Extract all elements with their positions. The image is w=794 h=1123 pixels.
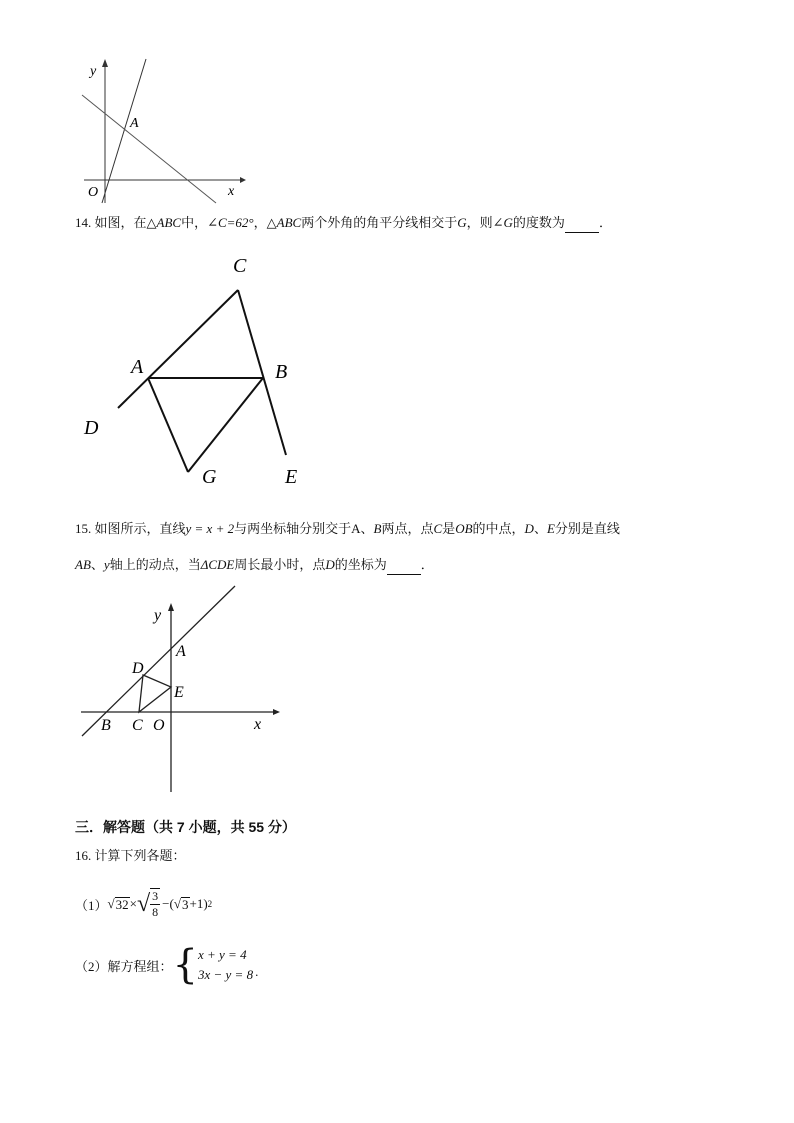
question-15-line-1 [75, 519, 620, 539]
q14-text-c: ， [253, 215, 267, 230]
q15-segment-ab: AB [75, 557, 91, 572]
line-decreasing [82, 95, 216, 203]
q16-p1-plus: +1) [189, 896, 208, 911]
label-C: C [233, 255, 247, 277]
q15-segment-ob: OB [455, 521, 473, 536]
q15-line1-d: 是 [442, 521, 456, 536]
q16-eq2: 3x − y = 8 [197, 967, 254, 982]
q14-end: ． [598, 215, 612, 230]
q15-end: ． [420, 557, 434, 572]
q14-triangle: △ABC [146, 215, 182, 230]
section-title: 三．解答题（共 7 小题，共 55 分） [75, 819, 296, 835]
question-16 [75, 846, 186, 866]
q16-part-1 [75, 884, 212, 924]
q15-point-d-2: D [325, 557, 335, 572]
left-brace-icon: { [172, 942, 198, 988]
q15-line1-c: 两点，点 [381, 521, 434, 536]
q15-line2-c: 周长最小时，点 [234, 557, 326, 572]
label-B: B [275, 361, 288, 383]
question-15-line-2 [75, 555, 434, 575]
q16-p1-minus: − [162, 896, 170, 911]
q14-text-d: 两个外角的角平分线相交于 [301, 215, 458, 230]
q15-line1-e: 的中点， [472, 521, 525, 536]
q15-line1-b: 与两坐标轴分别交于 [234, 521, 352, 536]
label-A: A [176, 643, 186, 660]
label-D: D [84, 417, 99, 439]
q16-number: 16. [75, 848, 92, 863]
triangle-CDE [139, 675, 171, 712]
question-14 [75, 213, 612, 233]
q14-angle: ∠C=62° [207, 215, 254, 230]
label-x: x [254, 716, 262, 733]
q16-p1-exponent: 2 [207, 899, 213, 909]
q14-text-b: 中， [181, 215, 208, 230]
q15-line1-a: 如图所示，直线 [94, 521, 186, 536]
q16-p1-numerator: 3 [152, 889, 159, 903]
q16-p1-denominator: 8 [152, 905, 159, 919]
label-A: A [130, 116, 139, 131]
q16-p1-times: × [129, 896, 137, 911]
q16-p2-end: . [255, 964, 259, 979]
q16-system [198, 945, 253, 985]
figure-q15 [75, 580, 290, 795]
q15-equation: y = x + 2 [185, 521, 235, 536]
q16-p1-fraction [150, 888, 160, 920]
q16-p1-open: ( [169, 896, 174, 911]
q15-answer-blank[interactable] [387, 560, 421, 575]
q15-line1-f: 分别是直线 [554, 521, 620, 536]
label-A: A [131, 356, 144, 378]
q15-line2-b: 轴上的动点，当 [109, 557, 201, 572]
label-x: x [228, 184, 235, 199]
y-axis-arrow [102, 59, 108, 67]
x-axis-arrow [273, 709, 280, 715]
label-E: E [174, 684, 184, 701]
q15-axis-y: y [103, 557, 110, 572]
q15-line2-a: 、 [90, 557, 104, 572]
q15-sep1: 、 [360, 521, 374, 536]
q16-part-2 [75, 942, 258, 988]
label-C: C [132, 717, 143, 734]
segment-AG [148, 378, 188, 472]
q16-eq1: x + y = 4 [197, 947, 247, 962]
label-O: O [88, 185, 99, 200]
q15-line2-d: 的坐标为 [334, 557, 387, 572]
q15-point-d: D [524, 521, 534, 536]
sqrt-sign: √ [107, 896, 115, 911]
q15-number: 15. [75, 521, 92, 536]
figure-q13 [70, 55, 250, 205]
label-G: G [202, 466, 217, 488]
label-B: B [101, 717, 111, 734]
label-E: E [285, 466, 298, 488]
q15-point-a: A [351, 521, 361, 536]
line-steep [102, 59, 146, 203]
sqrt-sign-large: √ [137, 890, 151, 917]
q16-p1-radicand-1: 32 [115, 896, 129, 912]
label-y: y [154, 607, 162, 624]
q14-angle-g: ∠G [492, 215, 513, 230]
figure-q14 [75, 250, 325, 495]
q15-point-e: E [546, 521, 555, 536]
q15-point-b: B [373, 521, 382, 536]
sqrt-sign-2: √ [173, 896, 181, 911]
q14-triangle-2: △ABC [266, 215, 302, 230]
q14-answer-blank[interactable] [565, 218, 599, 233]
y-axis-arrow [168, 603, 174, 611]
q14-text-e: ，则 [466, 215, 493, 230]
q14-number: 14. [75, 215, 92, 230]
x-axis-arrow [240, 177, 246, 183]
label-y: y [90, 64, 97, 79]
label-O: O [153, 717, 165, 734]
q15-point-c: C [433, 521, 443, 536]
q15-triangle: ΔCDE [200, 557, 235, 572]
q14-point-g: G [457, 215, 467, 230]
segment-BG [188, 378, 263, 472]
q16-p1-label: （1） [75, 897, 108, 913]
q14-text-f: 的度数为 [512, 215, 565, 230]
q16-p1-radicand-2: 3 [182, 896, 189, 912]
label-D: D [132, 660, 144, 677]
q16-p2-label: （2） [75, 958, 108, 974]
q15-sep2: 、 [533, 521, 547, 536]
line-DC [118, 290, 238, 408]
q14-text-a: 如图，在 [94, 215, 147, 230]
q16-text: 计算下列各题： [94, 848, 186, 863]
q16-p2-text: 解方程组： [107, 958, 173, 974]
